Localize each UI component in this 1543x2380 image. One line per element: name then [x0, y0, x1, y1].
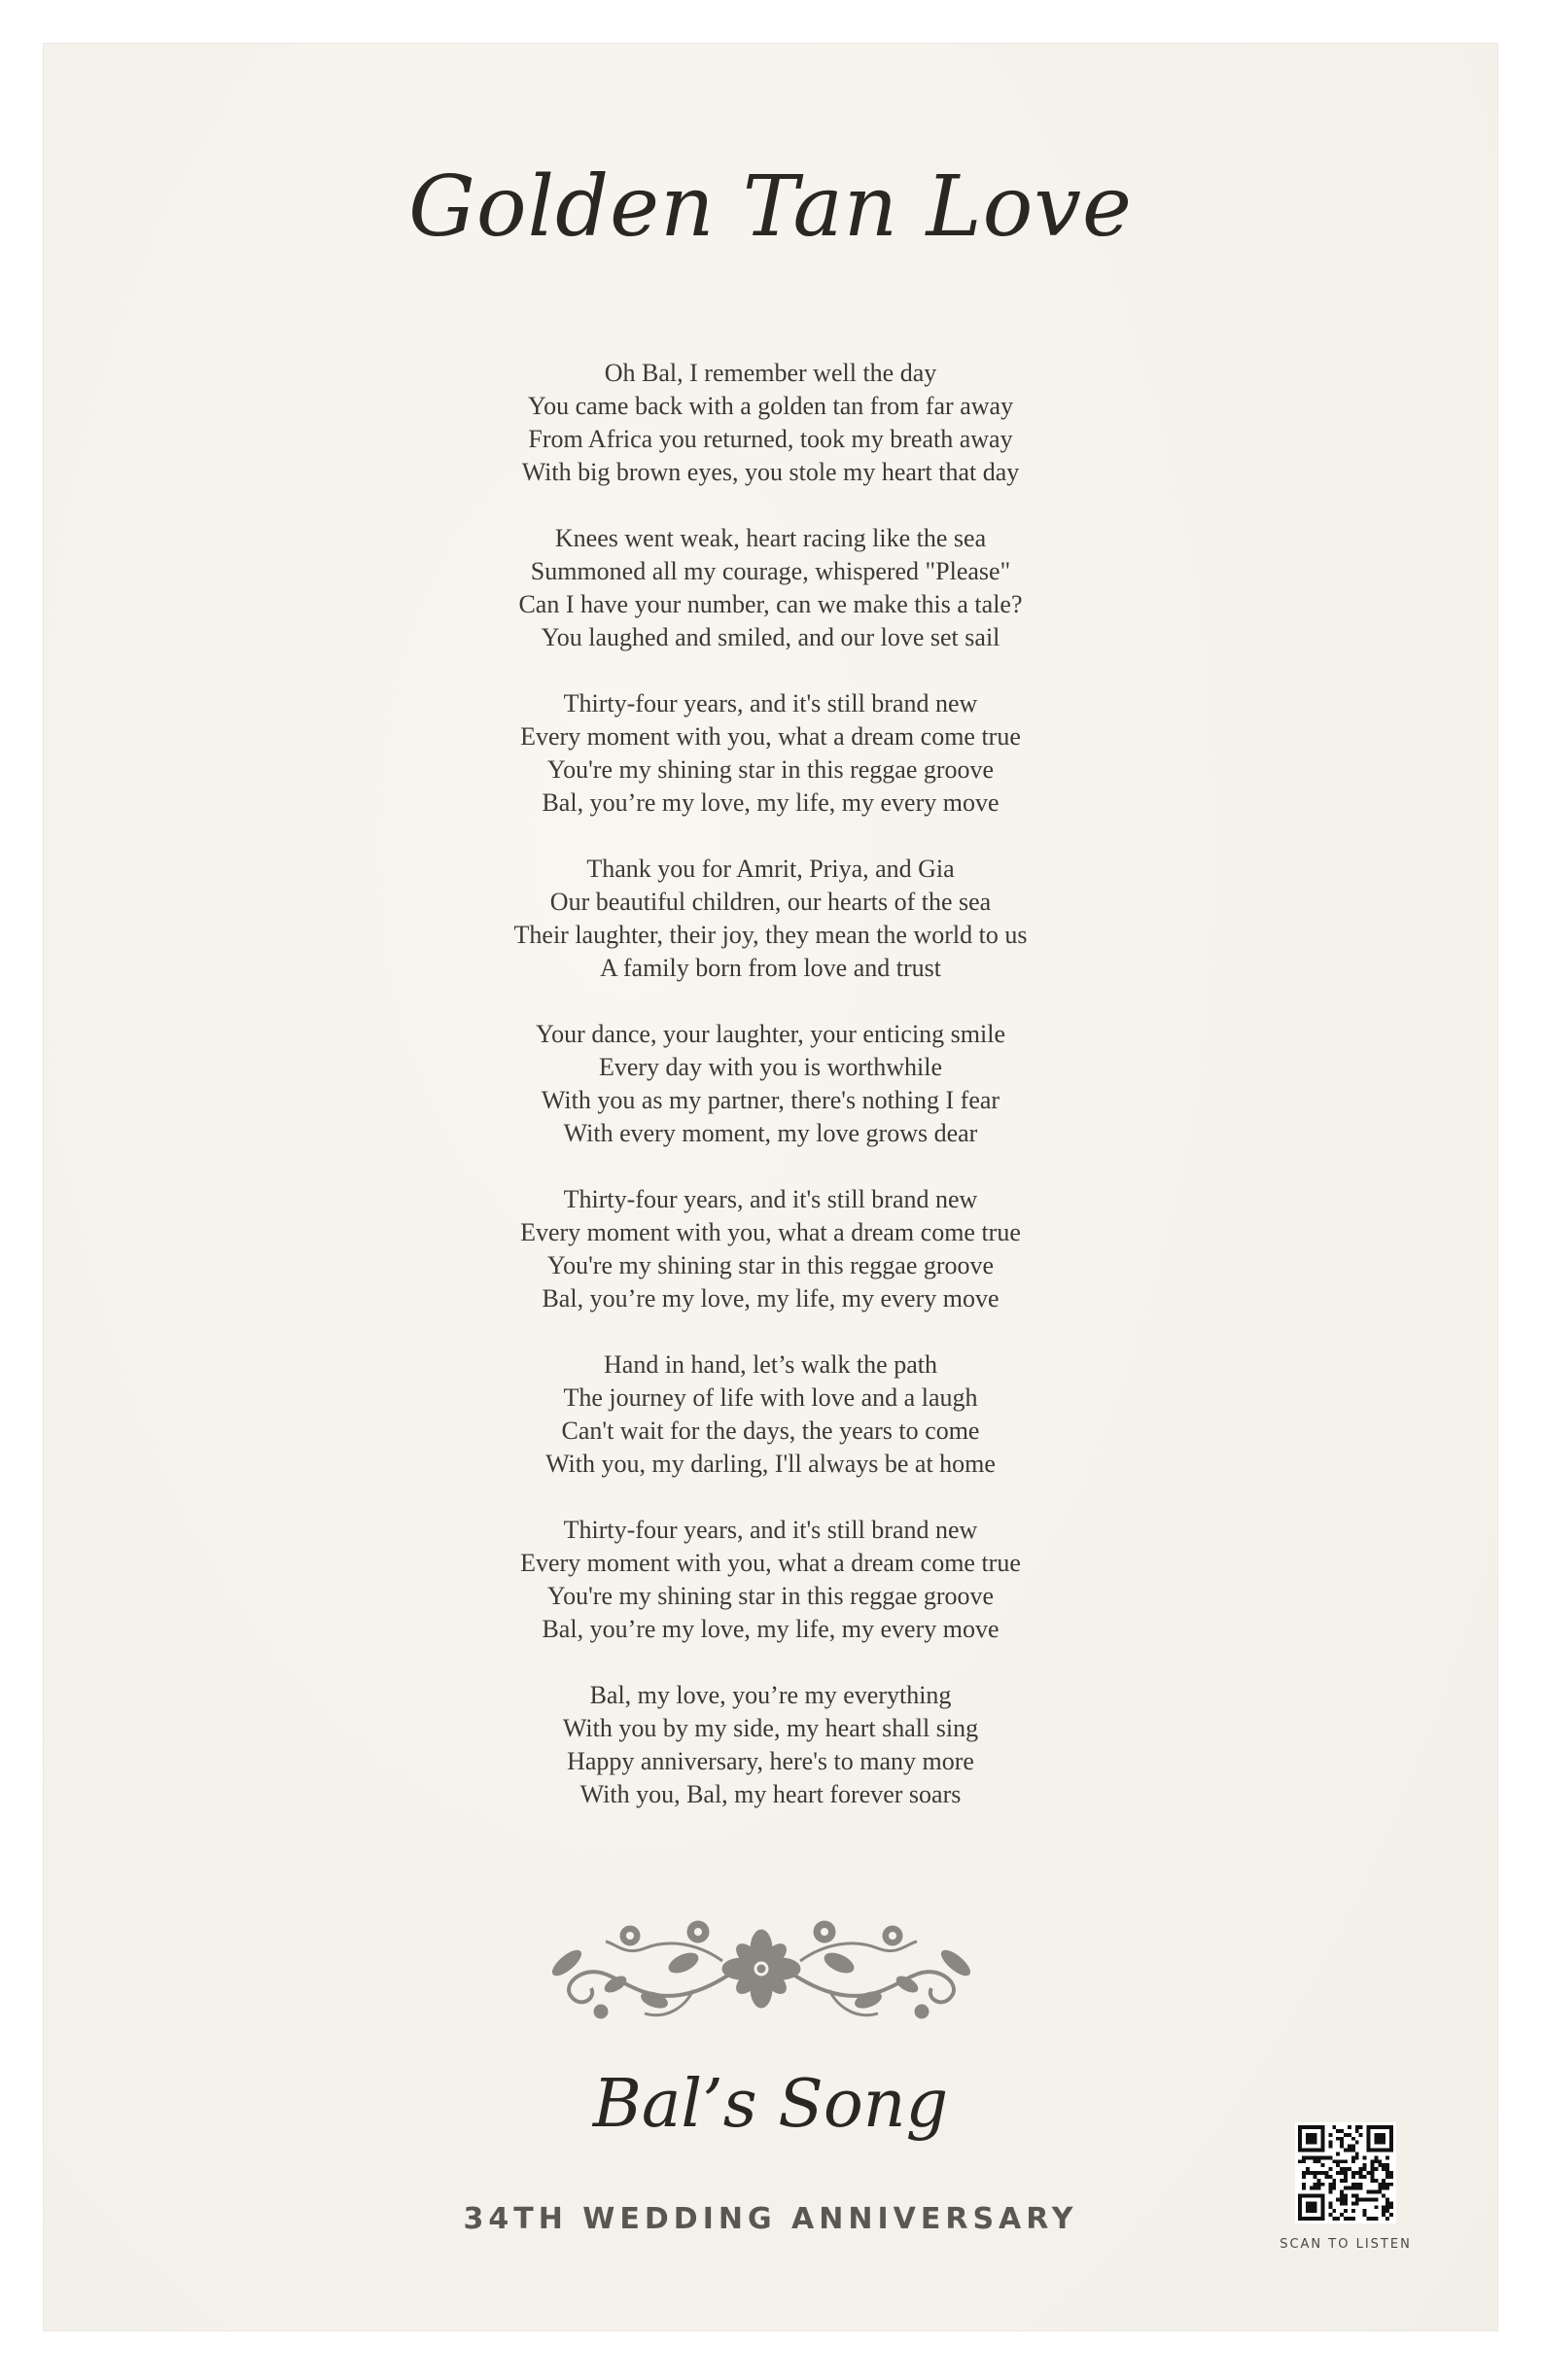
lyric-line: With you, Bal, my heart forever soars [579, 1780, 962, 1808]
occasion-subtitle: 34TH WEDDING ANNIVERSARY [463, 2202, 1078, 2236]
lyric-line: Thirty-four years, and it's still brand new [563, 1185, 978, 1213]
lyric-line: With every moment, my love grows dear [563, 1119, 978, 1147]
lyrics-stanza [44, 1514, 1497, 1646]
lyric-line: With you, my darling, I'll always be at home [545, 1450, 996, 1478]
qr-label: SCAN TO LISTEN [1280, 2237, 1412, 2252]
lyrics-stanza [44, 853, 1497, 985]
lyric-line: Their laughter, their joy, they mean the world to us [513, 921, 1028, 949]
lyric-line: Thank you for Amrit, Priya, and Gia [586, 855, 955, 883]
lyric-line: Happy anniversary, here's to many more [567, 1747, 974, 1775]
lyric-line: Can I have your number, can we make this a tale? [518, 590, 1023, 618]
lyric-line: Knees went weak, heart racing like the sea [554, 524, 987, 552]
lyrics-stanza [44, 1018, 1497, 1150]
lyrics-stanza [44, 687, 1497, 820]
lyrics-stanza [44, 1348, 1497, 1481]
lyric-line: Hand in hand, let’s walk the path [604, 1350, 937, 1379]
lyric-line: Every moment with you, what a dream come true [520, 722, 1021, 751]
lyric-line: You came back with a golden tan from far away [527, 392, 1014, 420]
lyric-line: With big brown eyes, you stole my heart that day [521, 458, 1020, 486]
lyrics-stanza [44, 357, 1497, 489]
lyric-line: You're my shining star in this reggae groove [546, 1582, 995, 1610]
poster-title: Golden Tan Love [408, 158, 1133, 256]
qr-block[interactable] [1263, 2122, 1428, 2252]
lyric-line: Oh Bal, I remember well the day [604, 359, 937, 387]
lyric-line: From Africa you returned, took my breath away [528, 425, 1013, 453]
lyrics-stanza [44, 1679, 1497, 1811]
lyric-line: Bal, you’re my love, my life, my every move [542, 1284, 999, 1312]
lyric-line: Summoned all my courage, whispered "Please" [530, 557, 1011, 585]
lyric-line: Bal, you’re my love, my life, my every move [542, 788, 999, 817]
qr-code-icon[interactable] [1295, 2122, 1396, 2223]
lyric-line: The journey of life with love and a laugh [563, 1383, 978, 1412]
lyric-line: With you as my partner, there's nothing I fear [541, 1086, 1000, 1114]
lyric-line: Every day with you is worthwhile [598, 1053, 943, 1081]
lyrics-stanza [44, 522, 1497, 654]
lyric-line: You laughed and smiled, and our love set sail [541, 623, 1000, 651]
lyric-line: Our beautiful children, our hearts of the sea [549, 888, 992, 916]
lyric-line: You're my shining star in this reggae groove [546, 1251, 995, 1279]
lyric-line: Bal, you’re my love, my life, my every move [542, 1615, 999, 1643]
lyric-line: Every moment with you, what a dream come true [520, 1549, 1021, 1577]
lyric-line: Thirty-four years, and it's still brand new [563, 1516, 978, 1544]
lyric-line: Bal, my love, you’re my everything [589, 1681, 952, 1709]
floral-ornament-icon [538, 1914, 985, 2031]
song-name: Bal’s Song [592, 2066, 949, 2143]
lyric-line: Thirty-four years, and it's still brand new [563, 689, 978, 718]
lyric-line: You're my shining star in this reggae groove [546, 755, 995, 784]
lyric-line: Can't wait for the days, the years to come [561, 1417, 980, 1445]
lyric-line: With you by my side, my heart shall sing [562, 1714, 979, 1742]
lyric-line: A family born from love and trust [600, 954, 941, 982]
lyrics-stanza [44, 1183, 1497, 1315]
lyric-line: Every moment with you, what a dream come true [520, 1218, 1021, 1246]
poster-page [43, 43, 1498, 2331]
lyric-line: Your dance, your laughter, your enticing smile [536, 1020, 1005, 1048]
lyrics-block [44, 357, 1497, 1844]
